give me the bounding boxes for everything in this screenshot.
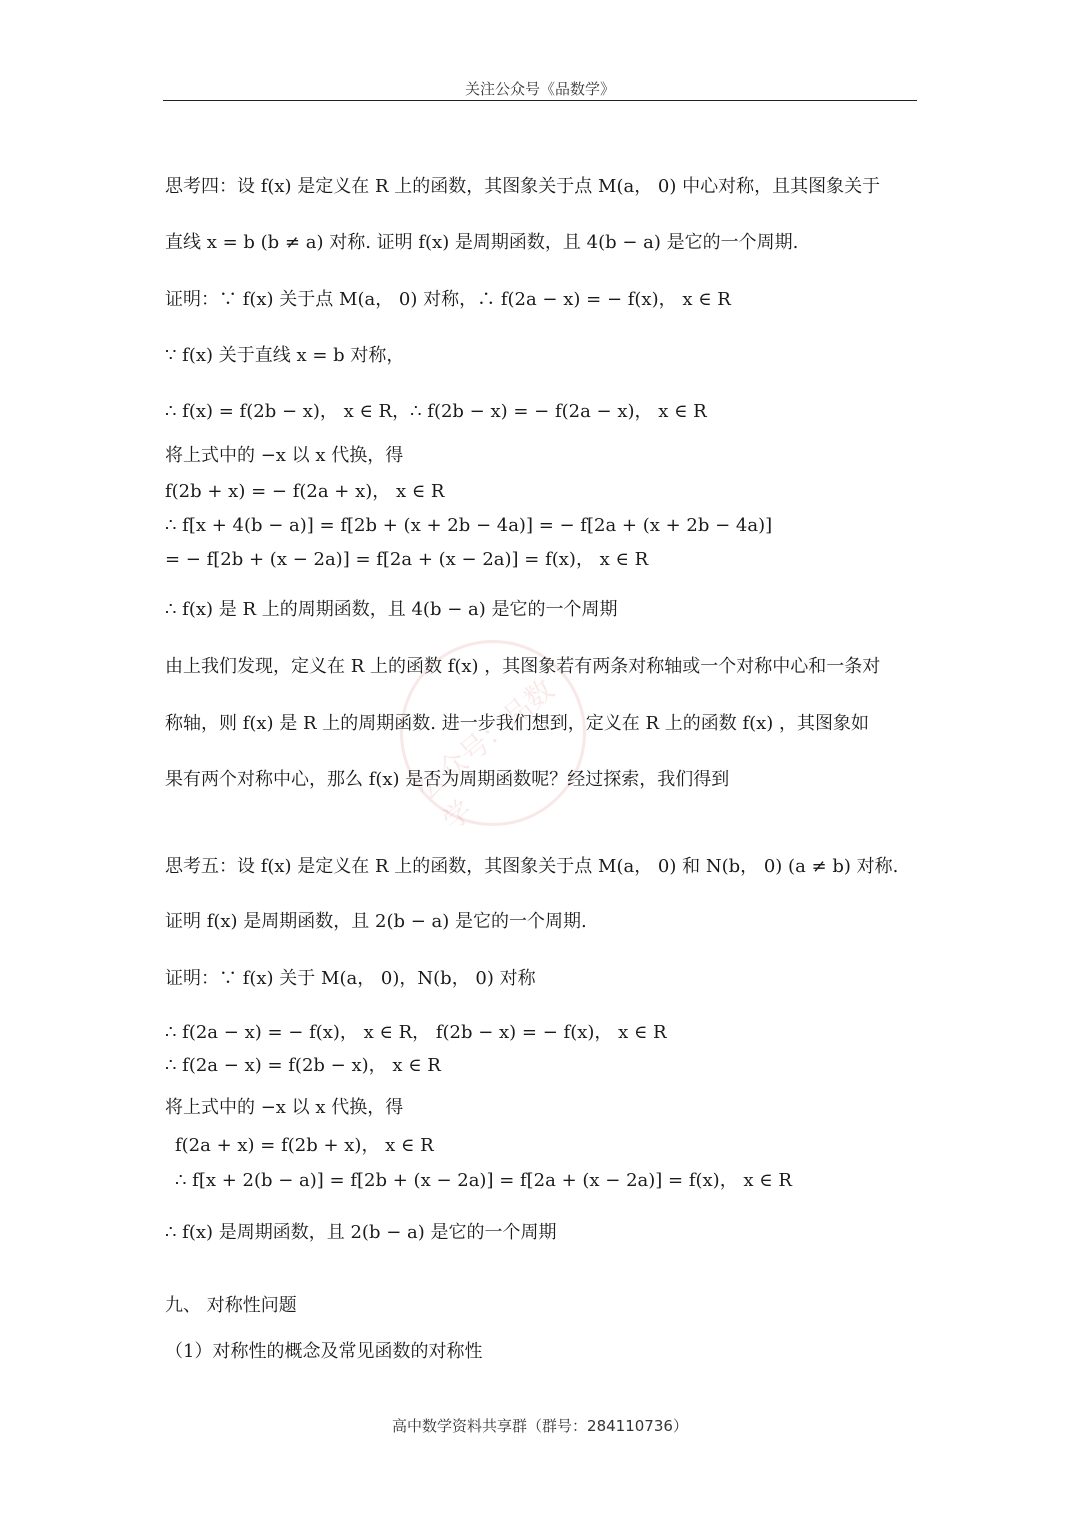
proof5-line7: ∴ f(x) 是周期函数，且 2(b − a) 是它的一个周期 <box>165 1222 557 1243</box>
header-rule <box>163 100 917 101</box>
page-footer: 高中数学资料共享群（群号：284110736） <box>392 1417 688 1435</box>
think4-line2: 直线 x = b (b ≠ a) 对称. 证明 f(x) 是周期函数，且 4(b − a) 是它的一个周期. <box>165 232 799 253</box>
proof4-line3: ∴ f(x) = f(2b − x)， x ∈ R，∴ f(2b − x) = − f(2a − x)， x ∈ R <box>165 401 707 422</box>
think4-line1: 思考四：设 f(x) 是定义在 R 上的函数，其图象关于点 M(a， 0) 中心对称，且其图象关于 <box>165 176 881 197</box>
section-9-heading: 九、 对称性问题 <box>165 1295 297 1316</box>
proof4-line8: ∴ f(x) 是 R 上的周期函数，且 4(b − a) 是它的一个周期 <box>165 599 618 620</box>
discussion-line2: 称轴，则 f(x) 是 R 上的周期函数. 进一步我们想到，定义在 R 上的函数 f(x) ，其图象如 <box>165 713 870 734</box>
proof4-line6: ∴ f[x + 4(b − a)] = f[2b + (x + 2b − 4a)] = − f[2a + (x + 2b − 4a)] <box>165 515 773 536</box>
proof5-line5: f(2a + x) = f(2b + x)， x ∈ R <box>175 1135 434 1156</box>
proof4-line4: 将上式中的 −x 以 x 代换，得 <box>165 445 404 466</box>
proof4-line1: 证明：∵ f(x) 关于点 M(a， 0) 对称，∴ f(2a − x) = − f(x)， x ∈ R <box>165 289 731 310</box>
proof5-line3: ∴ f(2a − x) = f(2b − x)， x ∈ R <box>165 1055 441 1076</box>
proof5-line2: ∴ f(2a − x) = − f(x)， x ∈ R， f(2b − x) = − f(x)， x ∈ R <box>165 1022 667 1043</box>
discussion-line1: 由上我们发现，定义在 R 上的函数 f(x) ，其图象若有两条对称轴或一个对称中心和一条对 <box>165 656 881 677</box>
proof5-line1: 证明：∵ f(x) 关于 M(a， 0)，N(b， 0) 对称 <box>165 968 536 989</box>
subsection-9-1-heading: （1）对称性的概念及常见函数的对称性 <box>165 1341 483 1362</box>
proof4-line2: ∵ f(x) 关于直线 x = b 对称， <box>165 345 405 366</box>
discussion-line3: 果有两个对称中心，那么 f(x) 是否为周期函数呢？经过探索，我们得到 <box>165 769 730 790</box>
watermark-text: 公众号：品数学 <box>410 672 561 837</box>
proof5-line6: ∴ f[x + 2(b − a)] = f[2b + (x − 2a)] = f[2a + (x − 2a)] = f(x)， x ∈ R <box>175 1170 792 1191</box>
page-header: 关注公众号《品数学》 <box>464 80 615 98</box>
proof4-line7: = − f[2b + (x − 2a)] = f[2a + (x − 2a)] = f(x)， x ∈ R <box>165 549 649 570</box>
proof5-line4: 将上式中的 −x 以 x 代换，得 <box>165 1097 404 1118</box>
think5-line1: 思考五：设 f(x) 是定义在 R 上的函数，其图象关于点 M(a， 0) 和 N(b， 0) (a ≠ b) 对称. <box>165 856 899 877</box>
think5-line2: 证明 f(x) 是周期函数，且 2(b − a) 是它的一个周期. <box>165 911 587 932</box>
proof4-line5: f(2b + x) = − f(2a + x)， x ∈ R <box>165 481 445 502</box>
